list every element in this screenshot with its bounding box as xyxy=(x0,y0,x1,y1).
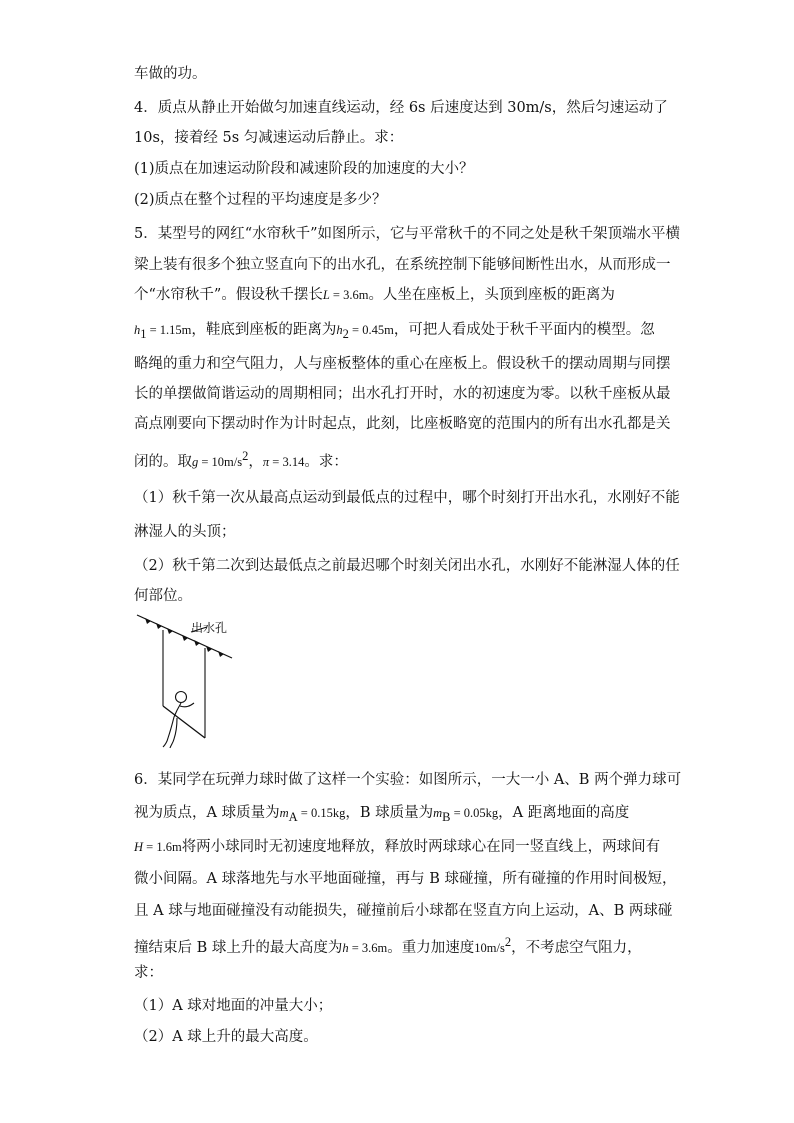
math-var: h xyxy=(342,940,349,955)
text-span: ，可把人看成处于秋千平面内的模型。忽 xyxy=(393,322,655,338)
text-span: ，不考虑空气阻力， xyxy=(511,939,642,956)
math-var: H xyxy=(134,840,144,854)
text-line xyxy=(134,803,629,827)
math-sup: 2 xyxy=(242,449,249,463)
math-value: 10m/s xyxy=(474,940,505,955)
water-hole-mark xyxy=(156,623,162,629)
math-value: = 1.6m xyxy=(143,840,182,854)
water-hole-mark xyxy=(167,628,173,634)
math-var: g xyxy=(192,454,199,469)
math-var: h xyxy=(336,323,343,337)
text-line: 且 A 球与地面碰撞没有动能损失，碰撞前后小球都在竖直方向上运动，A、B 两球碰 xyxy=(134,903,673,919)
math-var: m xyxy=(433,806,443,820)
math-sub: A xyxy=(288,809,298,824)
math-value: = 10m/s xyxy=(198,454,243,469)
math-sub: B xyxy=(442,809,451,824)
text-line: （1）A 球对地面的冲量大小； xyxy=(134,998,333,1014)
text-line xyxy=(134,285,615,305)
math-value: = 3.6m xyxy=(348,940,388,955)
math-value: = 3.14 xyxy=(269,454,305,469)
text-span: 。重力加速度 xyxy=(387,939,475,956)
math-sup: 2 xyxy=(504,935,512,949)
text-line xyxy=(134,932,642,958)
text-line: （2）秋千第二次到达最低点之前最迟哪个时刻关闭出水孔，水刚好不能淋湿人体的任 xyxy=(134,558,680,574)
water-hole-mark xyxy=(194,640,200,646)
text-line: 车做的功。 xyxy=(134,66,207,82)
text-span: ，A 距离地面的高度 xyxy=(498,805,630,821)
text-line: 微小间隔。A 球落地先与水平地面碰撞，再与 B 球碰撞，所有碰撞的作用时间极短， xyxy=(134,871,677,887)
math-value: = 3.6m xyxy=(329,288,369,302)
text-span: 个“水帘秋千”。假设秋千摆长 xyxy=(134,287,323,303)
text-line: (1)质点在加速运动阶段和减速阶段的加速度的大小？ xyxy=(134,161,474,177)
text-line xyxy=(134,320,655,344)
text-line: 高点刚要向下摆动时作为计时起点，此刻，比座板略宽的范围内的所有出水孔都是关 xyxy=(134,416,671,432)
water-hole-mark xyxy=(218,651,224,657)
math-sub: 2 xyxy=(342,326,349,341)
question-4-line: 4．质点从静止开始做匀加速直线运动，经 6s 后速度达到 30m/s，然后匀速运动了 xyxy=(134,100,668,116)
math-var: m xyxy=(279,806,289,820)
question-6-line: 6．某同学在玩弹力球时做了这样一个实验：如图所示，一大一小 A、B 两个弹力球可 xyxy=(134,772,682,788)
person-body xyxy=(174,703,181,717)
water-hole-mark xyxy=(145,618,151,624)
text-span: 撞结束后 B 球上升的最大高度为 xyxy=(134,939,343,956)
text-line: 淋湿人的头顶； xyxy=(134,524,236,540)
swing-figure xyxy=(134,610,246,750)
math-value: = 0.05kg xyxy=(450,806,499,820)
text-span: 视为质点，A 球质量为 xyxy=(134,805,280,821)
water-hole-label: 出水孔 xyxy=(191,621,228,635)
text-line: 何部位。 xyxy=(134,588,192,604)
math-value: = 0.45m xyxy=(348,323,394,337)
math-value: = 0.15kg xyxy=(297,806,346,820)
person-head xyxy=(176,692,187,703)
text-line xyxy=(134,837,660,857)
math-value: = 1.15m xyxy=(146,323,192,337)
text-line: 求： xyxy=(134,965,163,981)
math-var: h xyxy=(134,323,141,337)
text-line: （1）秋千第一次从最高点运动到最低点的过程中，哪个时刻打开出水孔，水刚好不能 xyxy=(134,490,680,506)
text-line: (2)质点在整个过程的平均速度是多少？ xyxy=(134,192,387,208)
text-line xyxy=(134,446,348,472)
question-5-line: 5．某型号的网红“水帘秋千”如图所示，它与平常秋千的不同之处是秋千架顶端水平横 xyxy=(134,226,681,242)
water-hole-mark xyxy=(206,646,212,652)
math-sub: 1 xyxy=(140,326,147,341)
text-span: 闭的。取 xyxy=(134,453,192,470)
math-var: π xyxy=(262,454,270,469)
text-span: ，鞋底到座板的距离为 xyxy=(191,322,337,338)
person-leg xyxy=(170,718,177,748)
text-span: 。求： xyxy=(304,453,348,470)
person-arm xyxy=(180,703,194,707)
text-line: （2）A 球上升的最大高度。 xyxy=(134,1029,318,1045)
text-line: 10s，接着经 5s 匀减速运动后静止。求： xyxy=(134,130,404,146)
text-span: ， xyxy=(248,453,263,470)
text-line: 梁上装有很多个独立竖直向下的出水孔，在系统控制下能够间断性出水，从而形成一 xyxy=(134,257,671,273)
text-span: 将两小球同时无初速度地释放，释放时两球球心在同一竖直线上，两球间有 xyxy=(181,839,661,855)
math-var: L xyxy=(322,288,330,302)
text-line: 略绳的重力和空气阻力，人与座板整体的重心在座板上。假设秋千的摆动周期与同摆 xyxy=(134,356,671,372)
text-span: ，B 球质量为 xyxy=(345,805,434,821)
text-line: 长的单摆做简谐运动的周期相同；出水孔打开时，水的初速度为零。以秋千座板从最 xyxy=(134,386,671,402)
water-hole-mark xyxy=(182,635,188,641)
text-span: 。人坐在座板上，头顶到座板的距离为 xyxy=(368,287,615,303)
